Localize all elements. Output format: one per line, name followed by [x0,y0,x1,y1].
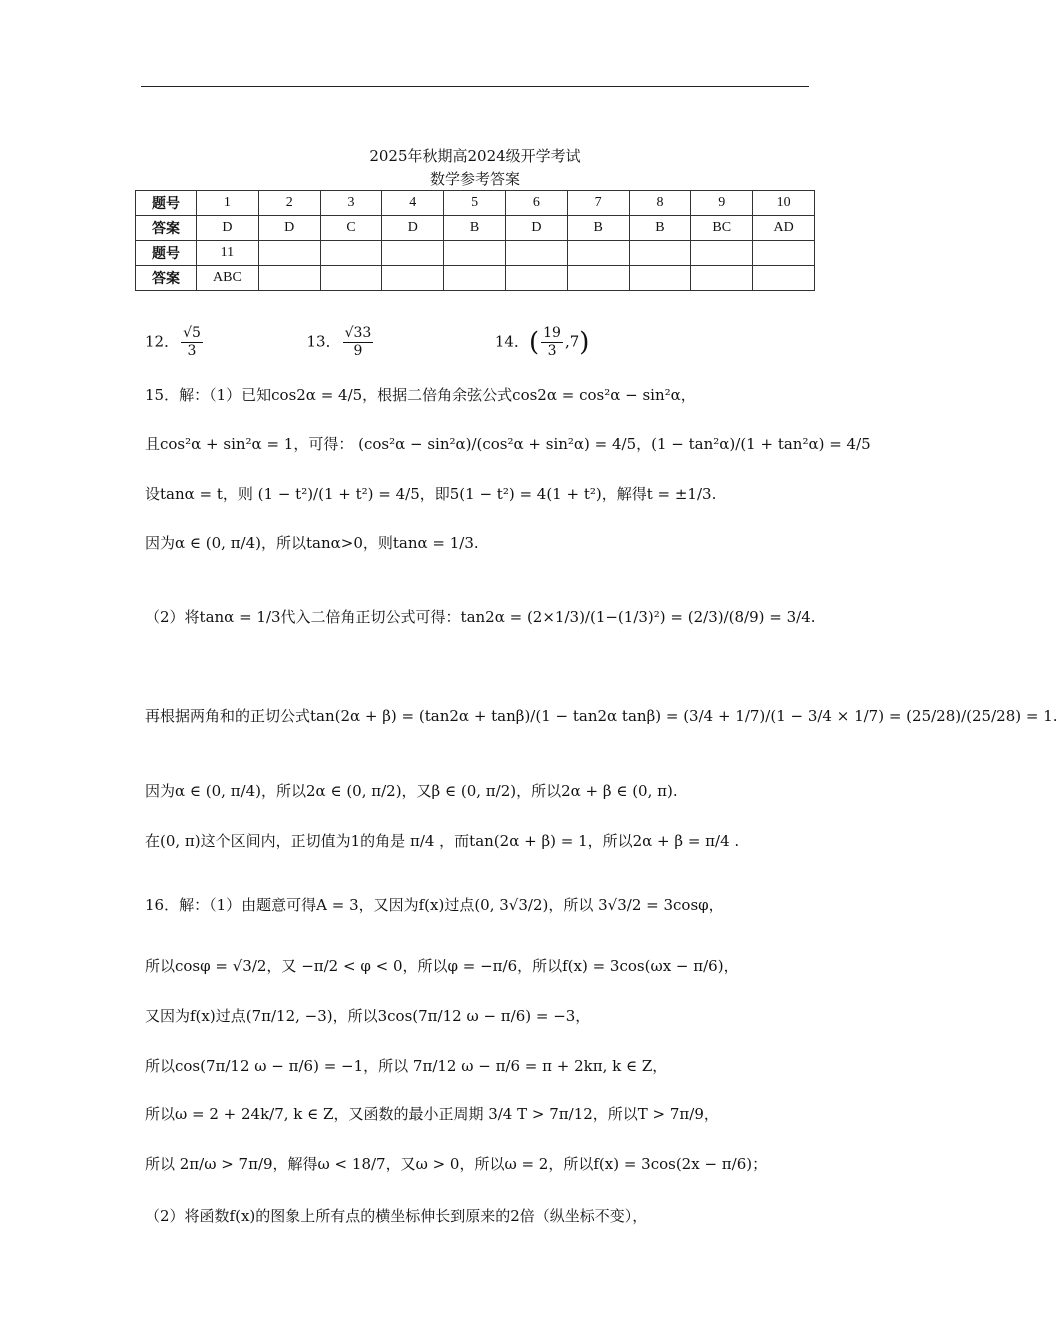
table-cell [691,241,753,266]
table-cell: D [197,216,259,241]
table-cell [753,266,815,291]
q14-label: 14． [494,332,529,351]
table-cell [505,241,567,266]
q13-denominator: 9 [353,343,363,359]
table-cell [444,241,506,266]
row-label: 题号 [136,241,197,266]
table-cell: B [629,216,691,241]
table-cell [567,266,629,291]
q13-numerator: √33 [344,325,372,341]
table-cell: 9 [691,191,753,216]
q12-denominator: 3 [187,343,197,359]
q14-fraction [541,325,563,360]
row-label: 题号 [136,191,197,216]
q15-line-8: 在(0, π)这个区间内，正切值为1的角是 π/4 ，而tan(2α + β) = 1，所以2α + β = π/4 . [145,832,740,850]
table-cell: 8 [629,191,691,216]
q13-label: 13． [306,332,341,351]
q15-line-5: （2）将tanα = 1/3代入二倍角正切公式可得：tan2α = (2×1/3)/(1−(1/3)²) = (2/3)/(8/9) = 3/4. [145,608,816,626]
q15-line-6: 再根据两角和的正切公式tan(2α + β) = (tan2α + tanβ)/(1 − tan2α tanβ) = (3/4 + 1/7)/(1 − 3/4 × 1/7) = (25/28)/(25/28) = 1. [145,707,1058,725]
q15-line-1: 15．解：（1）已知cos2α = 4/5，根据二倍角余弦公式cos2α = cos²α − sin²α， [145,386,696,404]
row-label: 答案 [136,216,197,241]
q14-numerator: 19 [543,325,561,341]
page-title: 2025年秋期高2024级开学考试 [369,147,581,165]
q16-line-3: 又因为f(x)过点(7π/12, −3)，所以3cos(7π/12 ω − π/6) = −3， [145,1007,591,1025]
table-cell [320,266,382,291]
q12-label: 12． [145,332,180,351]
q16-line-4: 所以cos(7π/12 ω − π/6) = −1，所以 7π/12 ω − π/6 = π + 2kπ, k ∈ Z， [145,1057,668,1075]
q16-line-5: 所以ω = 2 + 24k/7, k ∈ Z，又函数的最小正周期 3/4 T > 7π/12，所以T > 7π/9， [145,1105,719,1123]
table-cell [258,266,320,291]
table-cell: 3 [320,191,382,216]
table-cell: C [320,216,382,241]
q15-line-7: 因为α ∈ (0, π/4)，所以2α ∈ (0, π/2)，又β ∈ (0, π/2)，所以2α + β ∈ (0, π). [145,782,678,800]
row-label: 答案 [136,266,197,291]
q14-denominator: 3 [547,343,557,359]
table-cell: B [444,216,506,241]
q13-fraction [343,325,374,360]
page-subtitle: 数学参考答案 [429,170,520,188]
table-cell [258,241,320,266]
q14-tail: ,7 [564,332,580,351]
table-row [136,216,815,241]
table-cell: 1 [197,191,259,216]
q15-line-2: 且cos²α + sin²α = 1，可得： (cos²α − sin²α)/(cos²α + sin²α) = 4/5，(1 − tan²α)/(1 + tan²α) = 4/5 [145,435,871,453]
table-cell [629,241,691,266]
top-rule [141,86,809,87]
table-cell: D [505,216,567,241]
table-cell: D [258,216,320,241]
q16-line-2: 所以cosφ = √3/2，又 −π/2 < φ < 0，所以φ = −π/6，所以f(x) = 3cos(ωx − π/6)， [145,957,739,975]
q16-line-7: （2）将函数f(x)的图象上所有点的横坐标伸长到原来的2倍（纵坐标不变）， [145,1207,648,1225]
q12-fraction [181,325,203,360]
table-cell [444,266,506,291]
q15-line-3: 设tanα = t，则 (1 − t²)/(1 + t²) = 4/5，即5(1 − t²) = 4(1 + t²)，解得t = ±1/3. [145,485,717,503]
q16-line-6: 所以 2π/ω > 7π/9，解得ω < 18/7，又ω > 0，所以ω = 2，所以f(x) = 3cos(2x − π/6)； [145,1155,768,1173]
table-cell: AD [753,216,815,241]
table-cell: ABC [197,266,259,291]
fill-blank-answers: 12． $\frac{√5}{3}$ 13． $\frac{√33}{9}$ 14．( $\frac{19}{3}$ ,7) [145,325,590,359]
table-cell: 7 [567,191,629,216]
table-cell: B [567,216,629,241]
table-cell [382,241,444,266]
answer-table [135,190,815,291]
table-cell: 10 [753,191,815,216]
table-cell: 5 [444,191,506,216]
table-cell: 11 [197,241,259,266]
table-cell [320,241,382,266]
table-cell [629,266,691,291]
table-cell: 6 [505,191,567,216]
q15-line-4: 因为α ∈ (0, π/4)，所以tanα>0，则tanα = 1/3. [145,534,479,552]
table-cell: 2 [258,191,320,216]
table-cell: 4 [382,191,444,216]
table-row [136,266,815,291]
table-cell [691,266,753,291]
table-cell: BC [691,216,753,241]
table-cell [382,266,444,291]
q16-line-1: 16．解：（1）由题意可得A = 3，又因为f(x)过点(0, 3√3/2)，所以 3√3/2 = 3cosφ， [145,896,724,914]
table-cell [567,241,629,266]
table-row [136,191,815,216]
table-cell [505,266,567,291]
q12-numerator: √5 [183,325,201,341]
table-row [136,241,815,266]
table-cell: D [382,216,444,241]
table-cell [753,241,815,266]
